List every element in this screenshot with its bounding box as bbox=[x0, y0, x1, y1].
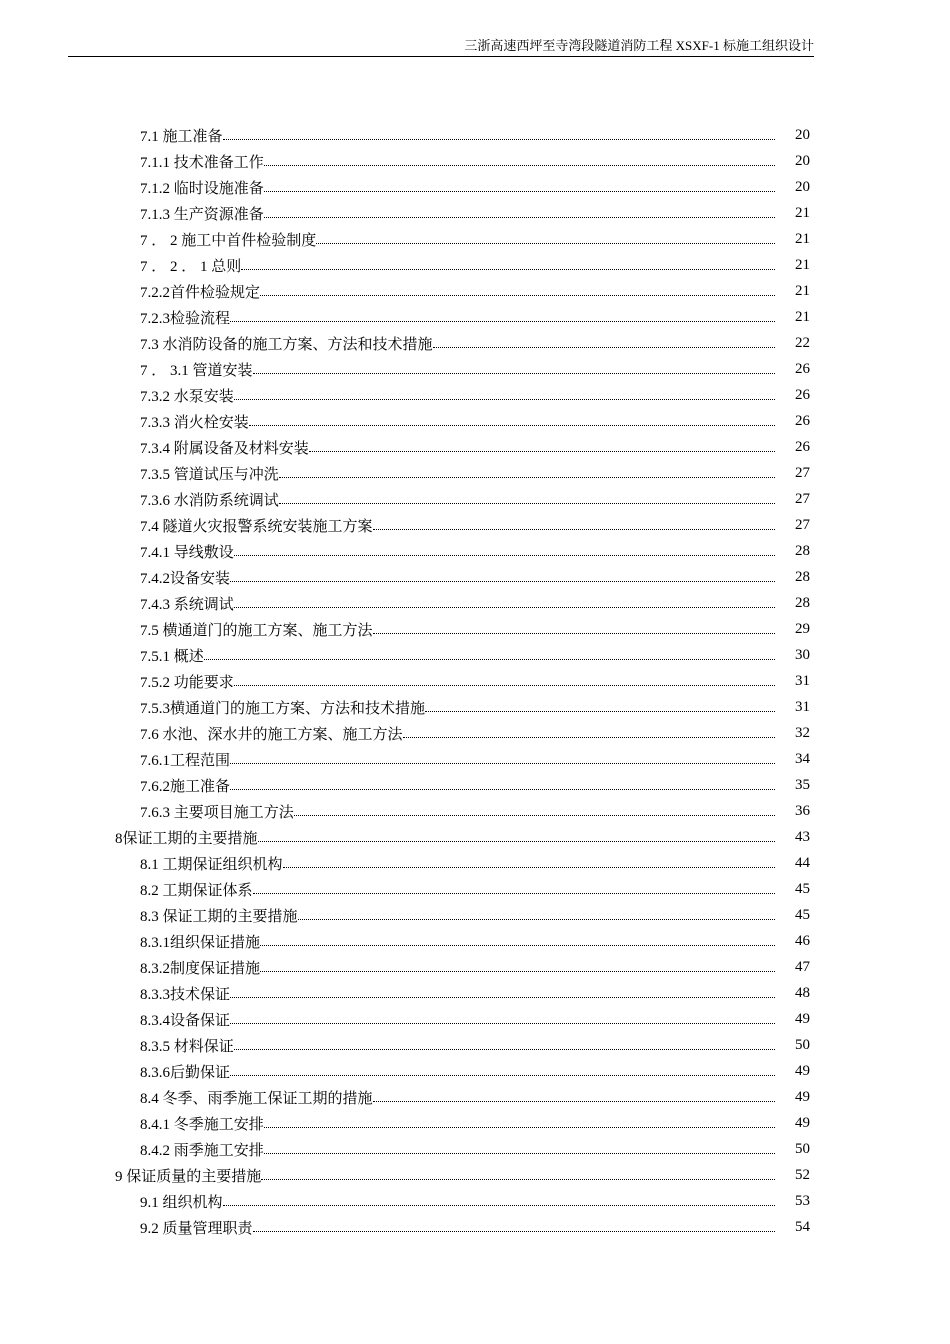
toc-dot-leader bbox=[264, 200, 775, 226]
toc-dot-leader bbox=[253, 1214, 775, 1240]
toc-dot-leader bbox=[253, 876, 775, 902]
toc-dot-leader bbox=[253, 356, 775, 382]
toc-entry-label: 7.5.3横通道门的施工方案、方法和技术措施 bbox=[140, 700, 426, 717]
toc-entry[interactable] bbox=[140, 1032, 810, 1058]
toc-dot-leader bbox=[260, 954, 775, 980]
toc-dot-leader bbox=[373, 512, 775, 538]
toc-entry[interactable] bbox=[140, 174, 810, 200]
toc-entry-label: 7.1.1 技术准备工作 bbox=[140, 154, 264, 171]
toc-entry-label: 7.6.2施工准备 bbox=[140, 778, 231, 795]
toc-entry[interactable] bbox=[140, 668, 810, 694]
toc-entry[interactable] bbox=[140, 278, 810, 304]
toc-entry[interactable] bbox=[140, 434, 810, 460]
toc-entry[interactable] bbox=[140, 1110, 810, 1136]
toc-entry-page-number: 30 bbox=[795, 646, 810, 663]
toc-entry[interactable] bbox=[140, 330, 810, 356]
toc-dot-leader bbox=[373, 616, 775, 642]
toc-entry[interactable] bbox=[140, 226, 810, 252]
toc-entry[interactable] bbox=[140, 720, 810, 746]
toc-entry[interactable] bbox=[140, 980, 810, 1006]
toc-entry-label: 8.3 保证工期的主要措施 bbox=[140, 908, 298, 925]
toc-entry-page-number: 28 bbox=[795, 542, 810, 559]
toc-entry-label: 7.6 水池、深水井的施工方案、施工方法 bbox=[140, 726, 403, 743]
toc-entry[interactable] bbox=[140, 564, 810, 590]
toc-dot-leader bbox=[230, 304, 775, 330]
toc-entry-label: 8.3.3技术保证 bbox=[140, 986, 231, 1003]
toc-entry-page-number: 22 bbox=[795, 334, 810, 351]
toc-entry-label: 7.6.1工程范围 bbox=[140, 752, 231, 769]
toc-dot-leader bbox=[433, 330, 775, 356]
toc-entry-label: 8.3.4设备保证 bbox=[140, 1012, 231, 1029]
toc-entry-page-number: 50 bbox=[795, 1140, 810, 1157]
toc-entry-page-number: 45 bbox=[795, 880, 810, 897]
toc-entry[interactable] bbox=[140, 538, 810, 564]
toc-entry-page-number: 31 bbox=[795, 672, 810, 689]
toc-dot-leader bbox=[260, 928, 775, 954]
toc-entry[interactable] bbox=[140, 694, 810, 720]
toc-dot-leader bbox=[279, 486, 775, 512]
toc-entry-label: 7.4.1 导线敷设 bbox=[140, 544, 234, 561]
toc-entry-label: 9 保证质量的主要措施 bbox=[115, 1168, 262, 1185]
toc-dot-leader bbox=[279, 460, 775, 486]
toc-entry-label: 8.4 冬季、雨季施工保证工期的措施 bbox=[140, 1090, 373, 1107]
toc-entry-page-number: 21 bbox=[795, 282, 810, 299]
toc-entry-page-number: 32 bbox=[795, 724, 810, 741]
toc-entry-label: 9.2 质量管理职责 bbox=[140, 1220, 253, 1237]
toc-entry[interactable] bbox=[140, 460, 810, 486]
toc-entry[interactable] bbox=[140, 200, 810, 226]
toc-entry-label: 8.3.6后勤保证 bbox=[140, 1064, 231, 1081]
toc-entry-label: 7.2.2首件检验规定 bbox=[140, 284, 261, 301]
toc-entry-page-number: 45 bbox=[795, 906, 810, 923]
toc-dot-leader bbox=[234, 668, 775, 694]
toc-entry-label: 7.3.5 管道试压与冲洗 bbox=[140, 466, 279, 483]
toc-dot-leader bbox=[223, 1188, 775, 1214]
toc-entry-page-number: 31 bbox=[795, 698, 810, 715]
toc-dot-leader bbox=[234, 538, 775, 564]
toc-entry[interactable] bbox=[140, 304, 810, 330]
toc-entry[interactable] bbox=[140, 928, 810, 954]
toc-entry[interactable] bbox=[140, 1058, 810, 1084]
toc-entry-label: 7 ． 2 ． 1 总则 bbox=[140, 258, 242, 275]
toc-entry[interactable] bbox=[140, 954, 810, 980]
toc-entry-page-number: 53 bbox=[795, 1192, 810, 1209]
toc-entry[interactable] bbox=[140, 746, 810, 772]
toc-dot-leader bbox=[230, 746, 775, 772]
toc-entry-page-number: 27 bbox=[795, 464, 810, 481]
toc-dot-leader bbox=[264, 1136, 775, 1162]
toc-entry[interactable] bbox=[140, 590, 810, 616]
toc-entry[interactable] bbox=[140, 1006, 810, 1032]
toc-entry-page-number: 27 bbox=[795, 516, 810, 533]
page-header bbox=[68, 38, 814, 57]
toc-entry-page-number: 54 bbox=[795, 1218, 810, 1235]
toc-dot-leader bbox=[249, 408, 775, 434]
toc-entry[interactable] bbox=[140, 382, 810, 408]
toc-entry-label: 7.1 施工准备 bbox=[140, 128, 223, 145]
toc-entry-label: 8.3.1组织保证措施 bbox=[140, 934, 261, 951]
toc-entry-label: 7 ． 3.1 管道安装 bbox=[140, 362, 253, 379]
toc-dot-leader bbox=[230, 1058, 775, 1084]
toc-entry-page-number: 29 bbox=[795, 620, 810, 637]
toc-entry-page-number: 20 bbox=[795, 178, 810, 195]
toc-dot-leader bbox=[403, 720, 775, 746]
toc-entry-label: 7.1.3 生产资源准备 bbox=[140, 206, 264, 223]
toc-entry[interactable] bbox=[140, 798, 810, 824]
toc-entry-page-number: 49 bbox=[795, 1062, 810, 1079]
toc-entry-page-number: 21 bbox=[795, 204, 810, 221]
toc-entry-label: 8.1 工期保证组织机构 bbox=[140, 856, 283, 873]
toc-dot-leader bbox=[261, 1162, 775, 1188]
toc-entry-page-number: 50 bbox=[795, 1036, 810, 1053]
toc-entry[interactable] bbox=[140, 772, 810, 798]
toc-dot-leader bbox=[283, 850, 775, 876]
toc-entry-label: 7.3 水消防设备的施工方案、方法和技术措施 bbox=[140, 336, 433, 353]
toc-entry[interactable] bbox=[140, 1214, 810, 1240]
toc-entry-label: 8.3.5 材料保证 bbox=[140, 1038, 234, 1055]
toc-entry-label: 7.4 隧道火灾报警系统安装施工方案 bbox=[140, 518, 373, 535]
toc-dot-leader bbox=[309, 434, 775, 460]
toc-entry-page-number: 27 bbox=[795, 490, 810, 507]
toc-entry[interactable] bbox=[140, 1136, 810, 1162]
toc-dot-leader bbox=[230, 564, 775, 590]
toc-entry-label: 7.4.2设备安装 bbox=[140, 570, 231, 587]
toc-entry-page-number: 44 bbox=[795, 854, 810, 871]
toc-entry-label: 7.5.1 概述 bbox=[140, 648, 204, 665]
toc-entry-label: 8.4.2 雨季施工安排 bbox=[140, 1142, 264, 1159]
toc-entry-page-number: 20 bbox=[795, 126, 810, 143]
toc-dot-leader bbox=[230, 980, 775, 1006]
toc-entry-page-number: 26 bbox=[795, 412, 810, 429]
toc-entry[interactable] bbox=[140, 356, 810, 382]
toc-entry[interactable] bbox=[140, 148, 810, 174]
toc-entry[interactable] bbox=[140, 486, 810, 512]
toc-entry-page-number: 49 bbox=[795, 1010, 810, 1027]
toc-dot-leader bbox=[373, 1084, 775, 1110]
toc-entry-label: 7.3.4 附属设备及材料安装 bbox=[140, 440, 309, 457]
toc-dot-leader bbox=[298, 902, 775, 928]
toc-entry[interactable] bbox=[140, 252, 810, 278]
toc-entry[interactable] bbox=[140, 616, 810, 642]
toc-entry-label: 8.4.1 冬季施工安排 bbox=[140, 1116, 264, 1133]
toc-dot-leader bbox=[316, 226, 775, 252]
toc-entry[interactable] bbox=[140, 512, 810, 538]
toc-dot-leader bbox=[230, 1006, 775, 1032]
toc-entry-page-number: 47 bbox=[795, 958, 810, 975]
toc-entry-page-number: 28 bbox=[795, 568, 810, 585]
toc-entry-page-number: 21 bbox=[795, 308, 810, 325]
toc-entry-page-number: 35 bbox=[795, 776, 810, 793]
toc-entry[interactable] bbox=[140, 1084, 810, 1110]
toc-entry[interactable] bbox=[140, 408, 810, 434]
toc-entry-label: 7.2.3检验流程 bbox=[140, 310, 231, 327]
toc-entry-page-number: 49 bbox=[795, 1088, 810, 1105]
toc-entry-page-number: 52 bbox=[795, 1166, 810, 1183]
toc-entry-page-number: 21 bbox=[795, 230, 810, 247]
toc-dot-leader bbox=[260, 278, 775, 304]
toc-entry-label: 8.3.2制度保证措施 bbox=[140, 960, 261, 977]
toc-entry-label: 7.3.6 水消防系统调试 bbox=[140, 492, 279, 509]
toc-dot-leader bbox=[234, 382, 775, 408]
toc-entry-page-number: 43 bbox=[795, 828, 810, 845]
toc-dot-leader bbox=[204, 642, 775, 668]
toc-entry-label: 7.3.3 消火栓安装 bbox=[140, 414, 249, 431]
toc-entry[interactable] bbox=[140, 902, 810, 928]
toc-entry[interactable] bbox=[115, 824, 810, 850]
toc-entry-page-number: 26 bbox=[795, 386, 810, 403]
toc-entry[interactable] bbox=[140, 642, 810, 668]
toc-dot-leader bbox=[223, 122, 775, 148]
toc-entry-page-number: 46 bbox=[795, 932, 810, 949]
toc-entry-label: 8.2 工期保证体系 bbox=[140, 882, 253, 899]
toc-entry[interactable] bbox=[140, 1188, 810, 1214]
toc-dot-leader bbox=[294, 798, 775, 824]
toc-entry-label: 9.1 组织机构 bbox=[140, 1194, 223, 1211]
toc-entry-page-number: 20 bbox=[795, 152, 810, 169]
toc-dot-leader bbox=[258, 824, 775, 850]
toc-entry[interactable] bbox=[115, 1162, 810, 1188]
toc-entry-page-number: 48 bbox=[795, 984, 810, 1001]
toc-dot-leader bbox=[234, 1032, 775, 1058]
toc-entry[interactable] bbox=[140, 876, 810, 902]
toc-dot-leader bbox=[425, 694, 775, 720]
toc-entry-label: 7.5.2 功能要求 bbox=[140, 674, 234, 691]
toc-entry-page-number: 26 bbox=[795, 438, 810, 455]
toc-dot-leader bbox=[264, 148, 775, 174]
toc-entry-page-number: 34 bbox=[795, 750, 810, 767]
header-title: 三浙高速西坪至寺湾段隧道消防工程 XSXF-1 标施工组织设计 bbox=[464, 38, 814, 53]
toc-entry-label: 7.5 横通道门的施工方案、施工方法 bbox=[140, 622, 373, 639]
toc-entry-label: 7 ． 2 施工中首件检验制度 bbox=[140, 232, 317, 249]
toc-entry-page-number: 21 bbox=[795, 256, 810, 273]
toc-dot-leader bbox=[234, 590, 775, 616]
toc-entry[interactable] bbox=[140, 122, 810, 148]
toc-dot-leader bbox=[264, 174, 775, 200]
toc-entry-label: 7.6.3 主要项目施工方法 bbox=[140, 804, 294, 821]
toc-entry-page-number: 28 bbox=[795, 594, 810, 611]
toc-entry[interactable] bbox=[140, 850, 810, 876]
toc-dot-leader bbox=[241, 252, 775, 278]
toc-dot-leader bbox=[230, 772, 775, 798]
toc-entry-label: 7.1.2 临时设施准备 bbox=[140, 180, 264, 197]
toc-entry-label: 7.4.3 系统调试 bbox=[140, 596, 234, 613]
toc-entry-label: 7.3.2 水泵安装 bbox=[140, 388, 234, 405]
toc-entry-page-number: 26 bbox=[795, 360, 810, 377]
toc-dot-leader bbox=[264, 1110, 775, 1136]
toc-entry-page-number: 36 bbox=[795, 802, 810, 819]
toc-entry-label: 8保证工期的主要措施 bbox=[115, 830, 258, 847]
toc-entry-page-number: 49 bbox=[795, 1114, 810, 1131]
